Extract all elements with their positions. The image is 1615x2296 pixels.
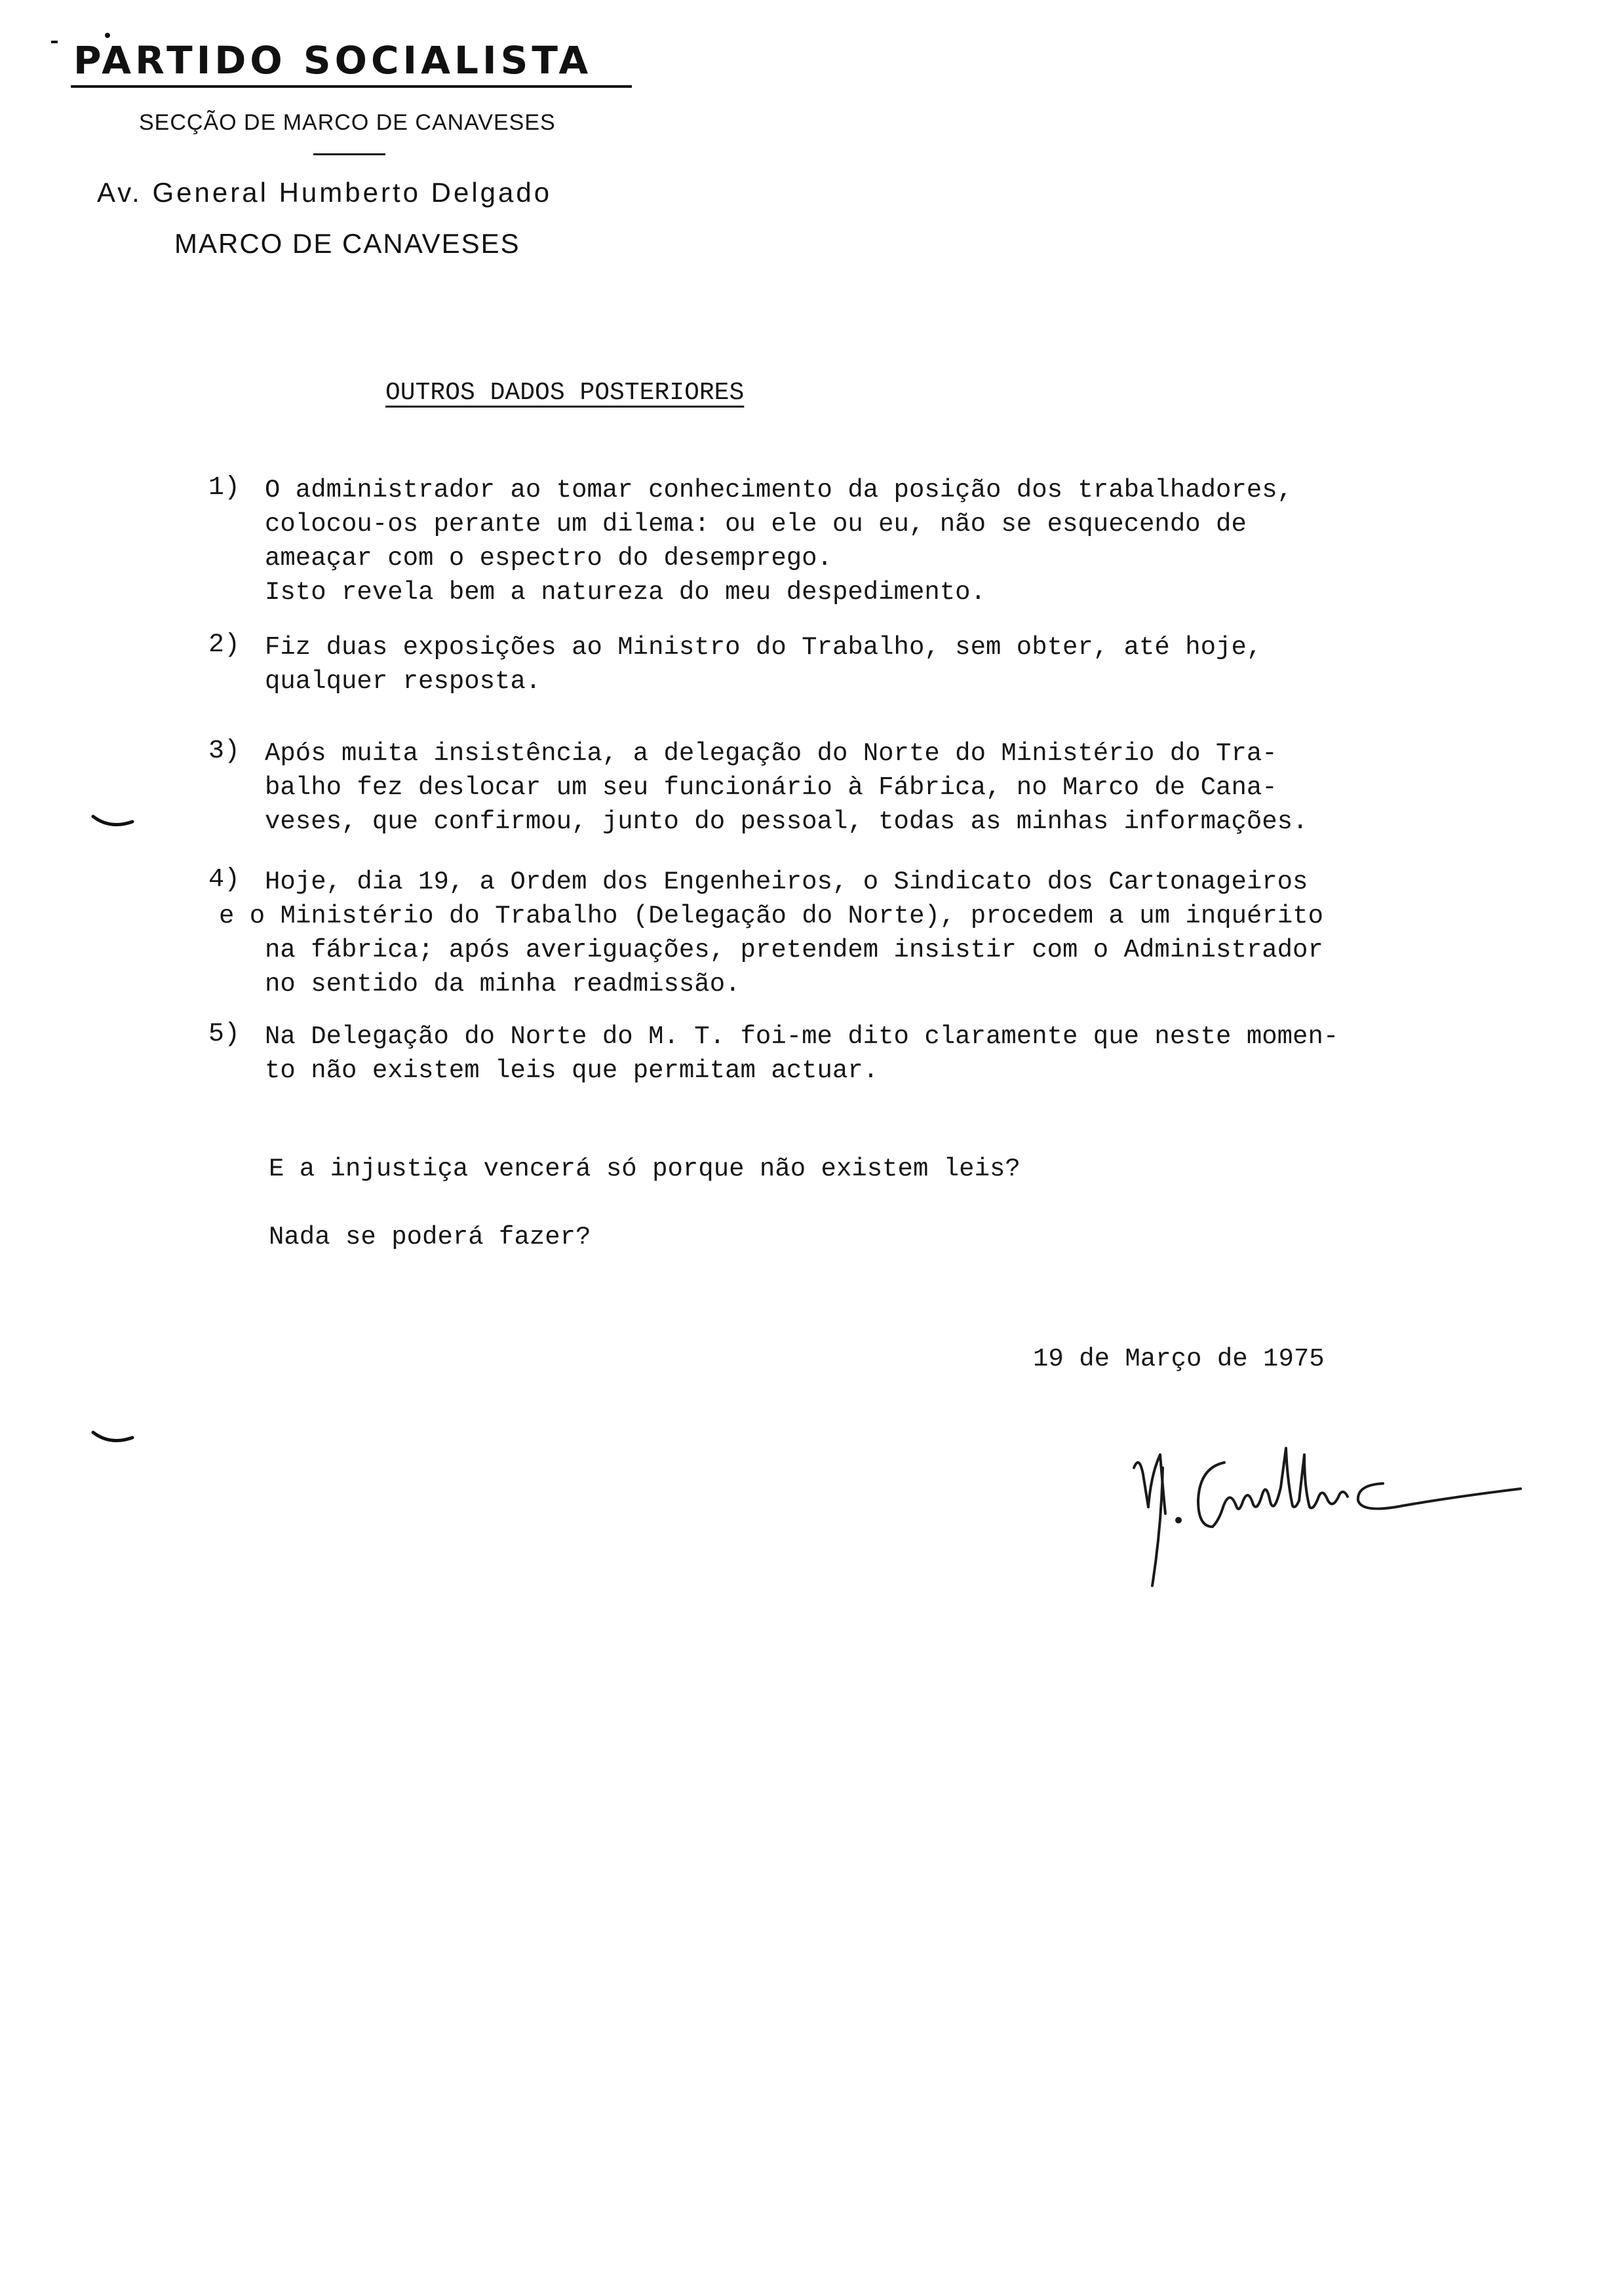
document-title: OUTROS DADOS POSTERIORES [385, 379, 745, 407]
letterhead-dot-mark [105, 33, 110, 38]
section-name: SECÇÃO DE MARCO DE CANAVESES [139, 110, 556, 135]
letterhead-tick-mark [51, 41, 58, 43]
party-name: PARTIDO SOCIALISTA [73, 38, 593, 83]
item-text [265, 473, 1293, 609]
document-date: 19 de Março de 1975 [1033, 1345, 1325, 1373]
item-line: na fábrica; após averiguações, pretendem insistir com o Administrador [265, 936, 1323, 965]
item-line: Após muita insistência, a delegação do Norte do Ministério do Tra- [265, 739, 1277, 768]
margin-tick-mark [90, 813, 136, 832]
item-line: qualquer resposta. [265, 667, 541, 696]
section-divider [313, 153, 385, 155]
item-line: Isto revela bem a natureza do meu despedimento. [265, 578, 986, 607]
item-text [265, 1020, 1338, 1088]
address-street: Av. General Humberto Delgado [97, 177, 553, 208]
item-number: 3) [208, 737, 241, 766]
item-number: 5) [208, 1020, 241, 1049]
item-line: Hoje, dia 19, a Ordem dos Engenheiros, o Sindicato dos Cartonageiros [265, 868, 1308, 896]
item-line: no sentido da minha readmissão. [265, 970, 741, 999]
item-line: e o Ministério do Trabalho (Delegação do Norte), procedem a um inquérito [219, 902, 1324, 930]
item-line: balho fez deslocar um seu funcionário à Fábrica, no Marco de Cana- [265, 773, 1277, 802]
item-line: ameaçar com o espectro do desemprego. [265, 544, 832, 573]
margin-tick-mark [90, 1428, 136, 1448]
closing-question-1: E a injustiça vencerá só porque não existem leis? [269, 1155, 1021, 1183]
item-line: Na Delegação do Norte do M. T. foi-me dito claramente que neste momen- [265, 1022, 1339, 1051]
item-line: Fiz duas exposições ao Ministro do Trabalho, sem obter, até hoje, [265, 633, 1262, 662]
closing-question-2: Nada se poderá fazer? [269, 1223, 591, 1252]
item-line: veses, que confirmou, junto do pessoal, todas as minhas informações. [265, 807, 1308, 836]
item-text [265, 630, 1262, 698]
address-city: MARCO DE CANAVESES [174, 228, 520, 259]
item-text [265, 737, 1308, 839]
item-number: 4) [208, 865, 241, 894]
item-line: colocou-os perante um dilema: ou ele ou eu, não se esquecendo de [265, 510, 1247, 539]
item-number: 2) [208, 630, 241, 660]
item-text [219, 865, 1324, 1001]
handwritten-signature [1114, 1428, 1534, 1599]
party-name-underline [71, 85, 632, 88]
item-number: 1) [208, 473, 241, 503]
item-line: to não existem leis que permitam actuar. [265, 1056, 879, 1085]
item-line: O administrador ao tomar conhecimento da posição dos trabalhadores, [265, 476, 1293, 505]
